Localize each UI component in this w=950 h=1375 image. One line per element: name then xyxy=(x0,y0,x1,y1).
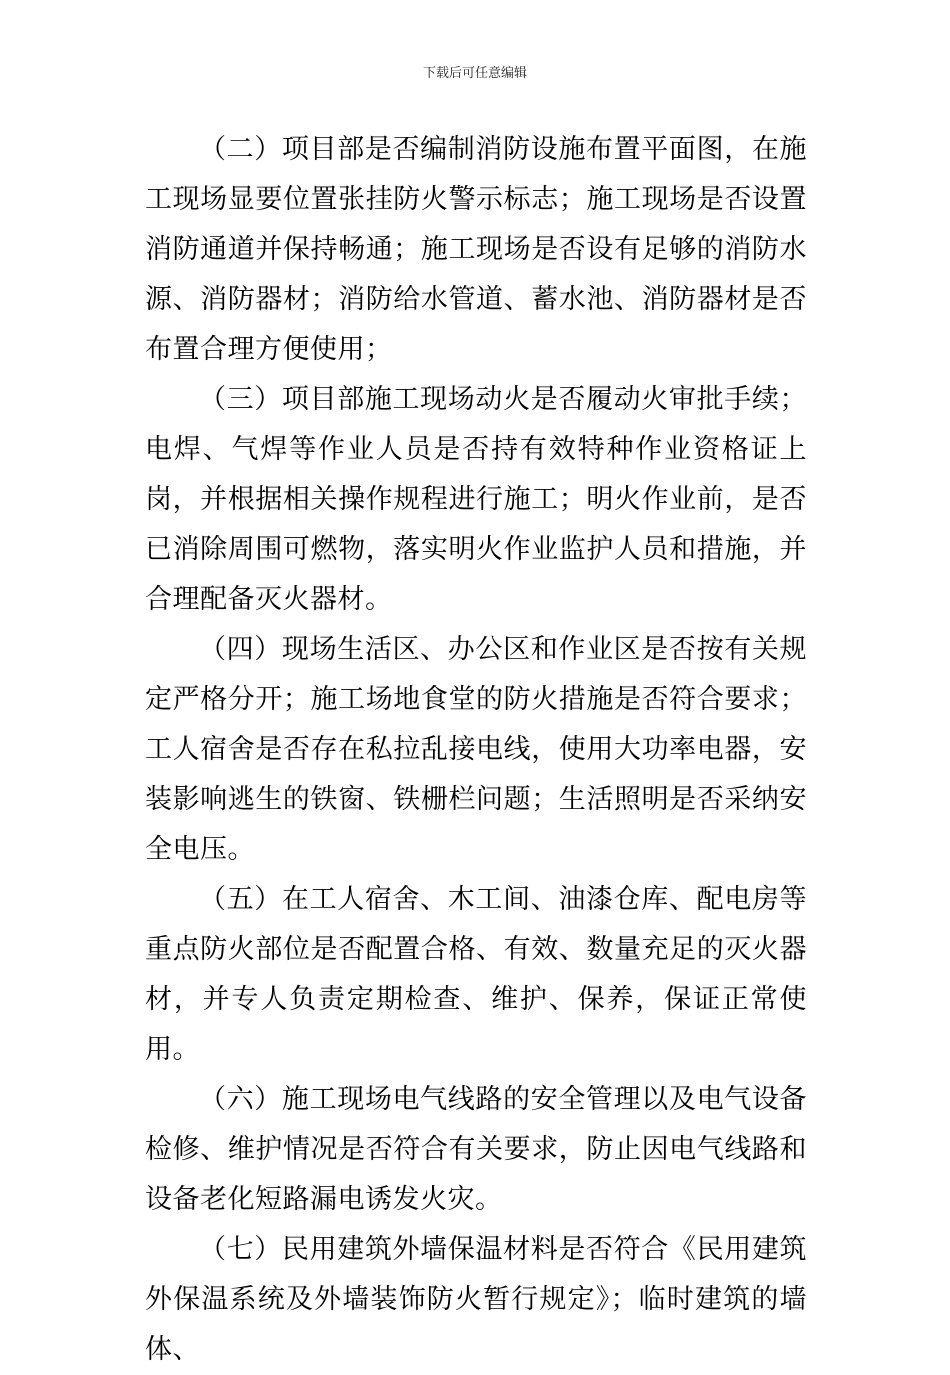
paragraph-2: （二）项目部是否编制消防设施布置平面图，在施工现场显要位置张挂防火警示标志；施工现场是否设置消防通道并保持畅通；施工现场是否设有足够的消防水源、消防器材；消防给水管道、蓄水池、消防器材是否布置合理方便使用； xyxy=(145,134,807,365)
paragraph-4: （四）现场生活区、办公区和作业区是否按有关规定严格分开；施工场地食堂的防火措施是否符合要求；工人宿舍是否存在私拉乱接电线，使用大功率电器，安装影响逃生的铁窗、铁栅栏问题；生活照明是否采纳安全电压。 xyxy=(145,634,807,865)
paragraph-7: （七）民用建筑外墙保温材料是否符合《民用建筑外保温系统及外墙装饰防火暂行规定》；临时建筑的墙体、 xyxy=(145,1234,807,1365)
paragraph-5: （五）在工人宿舍、木工间、油漆仓库、配电房等重点防火部位是否配置合格、有效、数量充足的灭火器材，并专人负责定期检查、维护、保养，保证正常使用。 xyxy=(145,884,807,1065)
paragraph-3: （三）项目部施工现场动火是否履动火审批手续；电焊、气焊等作业人员是否持有效特种作业资格证上岗，并根据相关操作规程进行施工；明火作业前，是否已消除周围可燃物，落实明火作业监护人员和措施，并合理配备灭火器材。 xyxy=(145,384,807,615)
paragraph-6: （六）施工现场电气线路的安全管理以及电气设备检修、维护情况是否符合有关要求，防止因电气线路和设备老化短路漏电诱发火灾。 xyxy=(145,1084,807,1215)
document-body xyxy=(145,125,807,1375)
page-header: 下载后可任意编辑 xyxy=(422,66,527,81)
